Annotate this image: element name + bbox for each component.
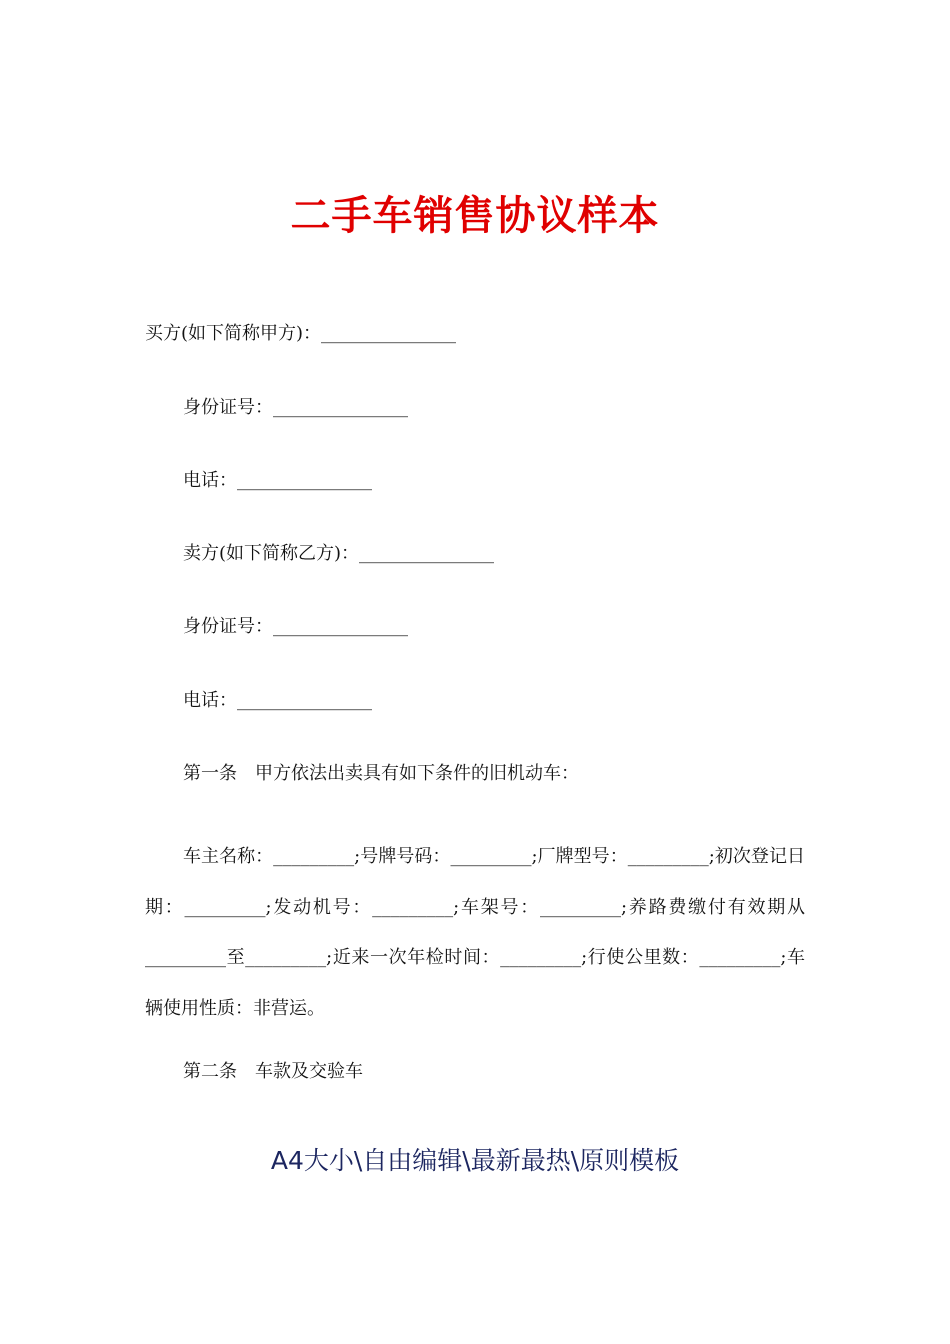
footer-banner: A4大小\自由编辑\最新最热\原则模板 <box>270 1146 680 1175</box>
seller-phone-line: 电话：_______________ <box>183 690 372 711</box>
seller-name-line: 卖方(如下简称乙方)：_______________ <box>183 543 495 564</box>
buyer-name-line: 买方(如下简称甲方)：_______________ <box>145 323 457 344</box>
buyer-id-line: 身份证号：_______________ <box>183 397 408 418</box>
article-1-heading: 第一条 甲方依法出卖具有如下条件的旧机动车： <box>183 763 579 784</box>
seller-id-line: 身份证号：_______________ <box>183 616 408 637</box>
document-title: 二手车销售协议样本 <box>290 193 660 239</box>
article-2-heading: 第二条 车款及交验车 <box>183 1061 363 1082</box>
buyer-phone-line: 电话：_______________ <box>183 470 372 491</box>
cut-off-text-line <box>183 1131 503 1139</box>
article-1-body: 车主名称：_________;号牌号码：_________;厂牌型号：_________;初次登记日期：_________;发动机号：_________;车架号：_________;养路费缴付有效期从_________至_________;近来一次年检时间：_________;行使公里数：_________;车辆使用性质：非营运。 <box>145 846 805 1019</box>
